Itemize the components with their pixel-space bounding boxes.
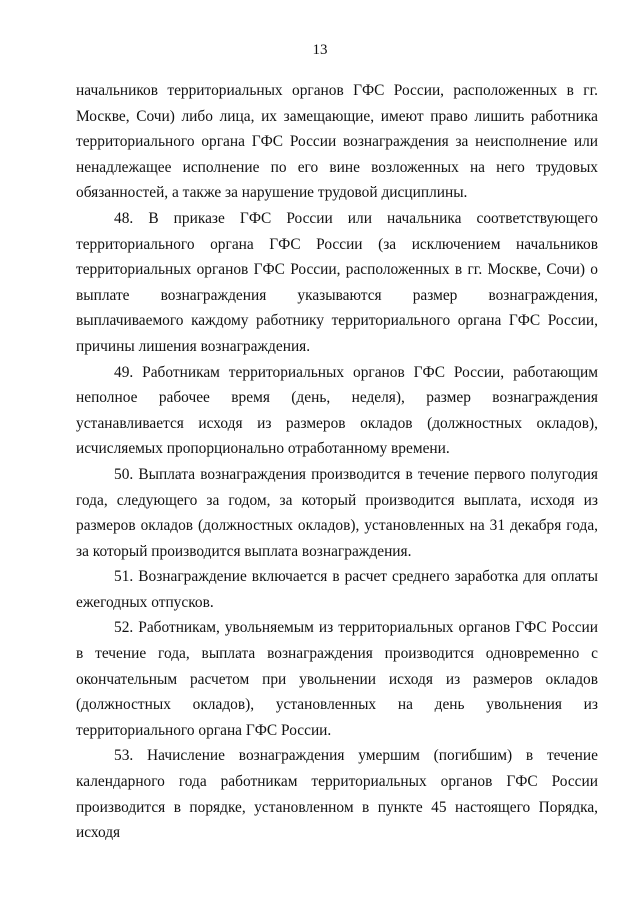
paragraph-52: 52. Работникам, увольняемым из территориальных органов ГФС России в течение года, выплата вознаграждения производится одновременно с окончательным расчетом при увольнении исходя из размеров окладов (должностных окладов), установленных на день увольнения из территориального органа ГФС России. [76,619,598,739]
paragraph-48: 48. В приказе ГФС России или начальника соответствующего территориального органа ГФС России (за исключением начальников территориальных органов ГФС России, расположенных в гг. Москве, Сочи) о выплате вознаграждения указываются размер вознаграждения, выплачиваемого каждому работнику территориального органа ГФС России, причины лишения вознаграждения. [76,209,598,355]
paragraph-49: 49. Работникам территориальных органов ГФС России, работающим неполное рабочее время (день, неделя), размер вознаграждения устанавливается исходя из размеров окладов (должностных окладов), исчисляемых пропорционально отработанному времени. [76,363,598,458]
paragraph-53: 53. Начисление вознаграждения умершим (погибшим) в течение календарного года работникам территориальных органов ГФС России производится в порядке, установленном в пункте 45 настоящего Порядка, исходя [76,747,598,842]
paragraph-continuation: начальников территориальных органов ГФС России, расположенных в гг. Москве, Сочи) либо лица, их замещающие, имеют право лишить работника территориального органа ГФС России вознаграждения за неисполнение или ненадлежащее исполнение по его вине возложенных на него трудовых обязанностей, а также за нарушение трудовой дисциплины. [76,82,598,202]
paragraph-51: 51. Вознаграждение включается в расчет среднего заработка для оплаты ежегодных отпусков. [76,568,598,611]
page-number: 13 [312,42,328,58]
paragraph-50: 50. Выплата вознаграждения производится в течение первого полугодия года, следующего за годом, за который производится выплата, исходя из размеров окладов (должностных окладов), установленных на 31 декабря года, за который производится выплата вознаграждения. [76,465,598,560]
document-body [76,78,598,846]
